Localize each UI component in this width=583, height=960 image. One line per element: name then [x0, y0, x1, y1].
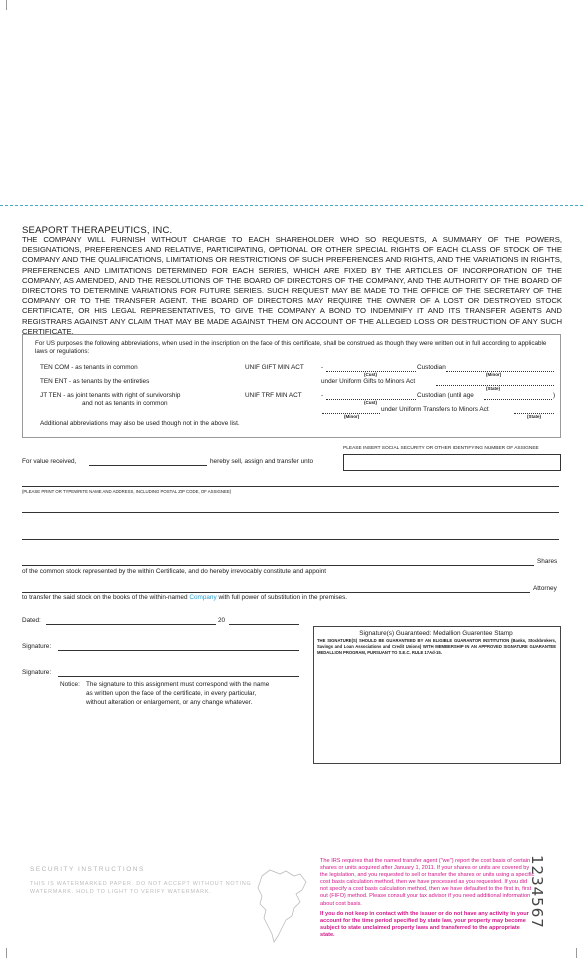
- medallion-text: THE SIGNATURE(S) SHOULD BE GUARANTEED BY AN ELIGIBLE GUARANTOR INSTITUTION (Banks, Stockbrokers, Savings and Loan Associations and Credit Unions) WITH MEMBERSHIP IN AN APPROVED SIGNATURE GUARANTEE MEDALLION PROGRAM, PURSUANT TO S.E.C. RULE 17Ad-15.: [317, 638, 556, 655]
- print-name-caption: (PLEASE PRINT OR TYPEWRITE NAME AND ADDRESS, INCLUDING POSTAL ZIP CODE, OF ASSIGNEE): [22, 489, 232, 494]
- under-transfers-label: under Uniform Transfers to Minors Act: [381, 406, 489, 413]
- notice-line-3: without alteration or enlargement, or any change whatever.: [86, 699, 253, 706]
- custodian-until-label: Custodian (until age: [417, 392, 474, 399]
- signature-line-2[interactable]: [58, 676, 299, 677]
- address-line-2[interactable]: [22, 539, 559, 540]
- crop-mark-bottom-left: [6, 948, 13, 958]
- unif-gift-label: UNIF GIFT MIN ACT: [245, 364, 304, 371]
- close-paren: ): [553, 392, 556, 399]
- attorney-line[interactable]: [22, 592, 530, 593]
- common-stock-text: of the common stock represented by the within Certificate, and do hereby irrevocably constitute and appoint: [22, 568, 327, 575]
- notice-label: Notice:: [60, 681, 80, 688]
- serial-number: 1234567: [528, 855, 546, 929]
- transfer-text: [22, 594, 347, 601]
- notice-line-2: as written upon the face of the certificate, in every particular,: [86, 690, 257, 697]
- trf-cust-caption: (Cust): [364, 400, 377, 405]
- dated-label: Dated:: [22, 617, 41, 624]
- notice-line-1: The signature to this assignment must correspond with the name: [86, 681, 270, 688]
- irs-notice: [320, 858, 535, 939]
- irs-paragraph-2: If you do not keep in contact with the issuer or do not have any activity in your account for the time period specified by state law, your property may become subject to state unclaimed property laws and transferred to the appropriate state.: [320, 910, 529, 938]
- custodian-label: Custodian: [417, 364, 446, 371]
- security-text: THIS IS WATERMARKED PAPER. DO NOT ACCEPT WITHOUT NOTING WATERMARK. HOLD TO LIGHT TO VERIFY WATERMARK.: [30, 881, 252, 895]
- trf-minor-caption: (Minor): [344, 414, 360, 419]
- gift-dash: -: [321, 364, 324, 371]
- state-caption-1: (State): [486, 386, 501, 391]
- company-name: SEAPORT THERAPEUTICS, INC.: [22, 225, 173, 236]
- age-field[interactable]: [484, 399, 552, 400]
- ten-ent-label: TEN ENT - as tenants by the entireties: [40, 378, 150, 385]
- assignor-line[interactable]: [89, 465, 207, 466]
- signature-line-1[interactable]: [58, 650, 299, 651]
- unif-trf-label: UNIF TRF MIN ACT: [245, 392, 302, 399]
- address-line-1[interactable]: [22, 512, 559, 513]
- additional-abbr-note: Additional abbreviations may also be used though not in the above list.: [40, 420, 240, 427]
- under-gifts-label: under Uniform Gifts to Minors Act: [321, 378, 416, 385]
- abbreviations-intro: For US purposes the following abbreviations, when used in the inscription on the face of this certificate, shall be construed as though they were written out in full according to applicable laws or regulations:: [35, 340, 547, 356]
- irs-paragraph-1: The IRS requires that the named transfer agent ("we") report the cost basis of certain shares or units acquired after January 1, 2011. If your shares or units are covered by the legislation, and you requested to sell or transfer the shares or units using a specific cost basis calculation method, then we have processed as you requested. If you did not specify a cost basis calculation method, then we have defaulted to the first in, first out (FIFO) method. Please consult your tax advisor if you need additional information about cost basis.: [320, 858, 535, 907]
- for-value-label: For value received,: [22, 458, 77, 465]
- assignee-name-line[interactable]: [22, 486, 559, 487]
- cust-caption: (Cust): [364, 372, 377, 377]
- year-line[interactable]: [229, 624, 299, 625]
- state-caption-2: (State): [527, 414, 542, 419]
- shares-line[interactable]: [22, 565, 534, 566]
- jt-ten-label: JT TEN - as joint tenants with right of survivorship: [40, 392, 181, 399]
- crop-mark-top-left: [0, 0, 7, 10]
- hereby-label: hereby sell, assign and transfer unto: [210, 458, 314, 465]
- trf-dash: -: [321, 392, 324, 399]
- shares-label: Shares: [537, 558, 558, 565]
- signature-label-2: Signature:: [22, 669, 52, 676]
- ten-com-label: TEN COM - as tenants in common: [40, 364, 138, 371]
- security-title: SECURITY INSTRUCTIONS: [30, 866, 145, 873]
- medallion-title: Signature(s) Guaranteed: Medallion Guarentee Stamp: [359, 630, 513, 637]
- company-link[interactable]: Company: [189, 594, 217, 601]
- north-america-map-icon: [256, 868, 310, 944]
- perforation-line: [0, 205, 583, 206]
- crop-mark-bottom-right: [570, 948, 577, 958]
- transfer-text-pre: to transfer the said stock on the books of the within-named: [22, 594, 188, 601]
- date-line[interactable]: [46, 624, 216, 625]
- attorney-label: Attorney: [533, 585, 557, 592]
- ssn-label: PLEASE INSERT SOCIAL SECURITY OR OTHER IDENTIFYING NUMBER OF ASSIGNEE: [343, 446, 539, 451]
- minor-caption: (Minor): [486, 372, 502, 377]
- jt-ten-label-cont: and not as tenants in common: [82, 400, 168, 407]
- signature-label-1: Signature:: [22, 643, 52, 650]
- legal-notice: THE COMPANY WILL FURNISH WITHOUT CHARGE TO EACH SHAREHOLDER WHO SO REQUESTS, A SUMMARY OF THE POWERS, DESIGNATIONS, PREFERENCES AND RELATIVE, PARTICIPATING, OPTIONAL OR OTHER SPECIAL RIGHTS OF EACH CLASS OF STOCK OF THE COMPANY AND THE QUALIFICATIONS, LIMITATIONS OR RESTRICTIONS OF SUCH PREFERENCES AND RIGHTS, AND THE VARIATIONS IN RIGHTS, PREFERENCES AND LIMITATIONS DETERMINED FOR EACH SERIES, WHICH ARE FIXED BY THE ARTICLES OF INCORPORATION OF THE COMPANY, AS AMENDED, AND THE RESOLUTIONS OF THE BOARD OF DIRECTORS OF THE COMPANY, AND THE AUTHORITY OF THE BOARD OF DIRECTORS TO DETERMINE VARIATIONS FOR FUTURE SERIES. SUCH REQUEST MAY BE MADE TO THE OFFICE OF THE SECRETARY OF THE COMPANY OR TO THE TRANSFER AGENT. THE BOARD OF DIRECTORS MAY REQUIRE THE OWNER OF A LOST OR DESTROYED STOCK CERTIFICATE, OR HIS LEGAL REPRESENTATIVES, TO GIVE THE COMPANY A BOND TO INDEMNIFY IT AND ITS TRANSFER AGENTS AND REGISTRARS AGAINST ANY CLAIM THAT MAY BE MADE AGAINST THEM ON ACCOUNT OF THE ALLEGED LOSS OR DESTRUCTION OF ANY SUCH CERTIFICATE.: [22, 235, 562, 336]
- year-label: 20: [218, 617, 226, 624]
- ssn-input-box[interactable]: [343, 454, 561, 471]
- transfer-text-post: with full power of substitution in the premises.: [218, 594, 348, 601]
